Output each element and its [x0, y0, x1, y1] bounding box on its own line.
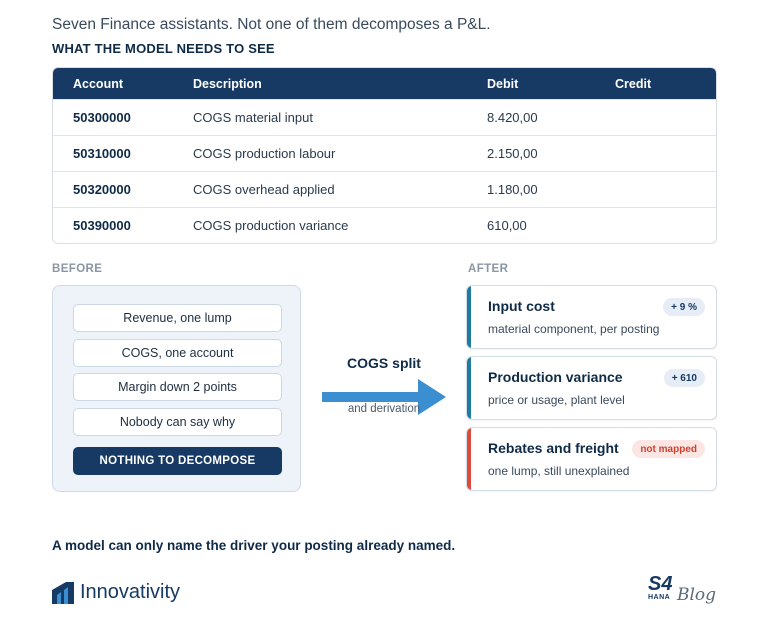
card-title: Production variance: [488, 369, 623, 385]
table-row: [53, 207, 716, 243]
cell-account: 50320000: [73, 182, 131, 197]
before-item: Margin down 2 points: [73, 373, 282, 401]
card-badge: + 610: [664, 369, 705, 387]
cell-debit: 8.420,00: [487, 110, 538, 125]
transform-title: COGS split: [347, 355, 421, 371]
s4-text: S4: [648, 573, 673, 595]
cell-description: COGS overhead applied: [193, 182, 335, 197]
after-card-rebates-freight: [466, 427, 717, 491]
header-debit: Debit: [487, 76, 519, 91]
subtitle: Seven Finance assistants. Not one of them decomposes a P&L.: [52, 16, 491, 33]
table-row: [53, 135, 716, 171]
table-header: [53, 68, 716, 99]
s4hana-logo: [648, 574, 672, 601]
accent-bar: [467, 428, 471, 490]
after-label: AFTER: [468, 263, 509, 275]
header-description: Description: [193, 76, 262, 91]
cell-description: COGS material input: [193, 110, 313, 125]
logo-text: Innovativity: [80, 581, 181, 603]
header-account: Account: [73, 76, 123, 91]
cell-description: COGS production variance: [193, 218, 349, 233]
transform-subtitle: and derivation: [347, 403, 421, 415]
cell-debit: 2.150,00: [487, 146, 538, 161]
cell-debit: 610,00: [487, 218, 527, 233]
before-label: BEFORE: [52, 263, 103, 275]
card-desc: material component, per posting: [488, 322, 660, 336]
section-heading: WHAT THE MODEL NEEDS TO SEE: [52, 41, 275, 56]
cell-account: 50310000: [73, 146, 131, 161]
card-desc: price or usage, plant level: [488, 393, 625, 407]
before-item: COGS, one account: [73, 339, 282, 367]
card-badge: not mapped: [632, 440, 705, 458]
after-card-input-cost: [466, 285, 717, 349]
card-title: Rebates and freight: [488, 440, 619, 456]
before-panel: [52, 285, 301, 492]
card-desc: one lump, still unexplained: [488, 464, 630, 478]
table-row: [53, 171, 716, 207]
cell-debit: 1.180,00: [487, 182, 538, 197]
blog-text: Blog: [677, 585, 717, 605]
journal-table: [52, 67, 717, 244]
accent-bar: [467, 357, 471, 419]
innovativity-logo-icon: [52, 582, 74, 604]
card-badge: + 9 %: [663, 298, 705, 316]
after-card-production-variance: [466, 356, 717, 420]
header-credit: Credit: [615, 76, 652, 91]
before-item: Revenue, one lump: [73, 304, 282, 332]
before-item: Nobody can say why: [73, 408, 282, 436]
footer-statement: A model can only name the driver your posting already named.: [52, 538, 456, 553]
cell-account: 50390000: [73, 218, 131, 233]
accent-bar: [467, 286, 471, 348]
cell-description: COGS production labour: [193, 146, 336, 161]
cell-account: 50300000: [73, 110, 131, 125]
card-title: Input cost: [488, 298, 555, 314]
innovativity-logo: [52, 581, 180, 604]
conclusion-badge: NOTHING TO DECOMPOSE: [73, 447, 282, 475]
table-row: [53, 99, 716, 135]
hana-text: HANA: [648, 594, 671, 601]
